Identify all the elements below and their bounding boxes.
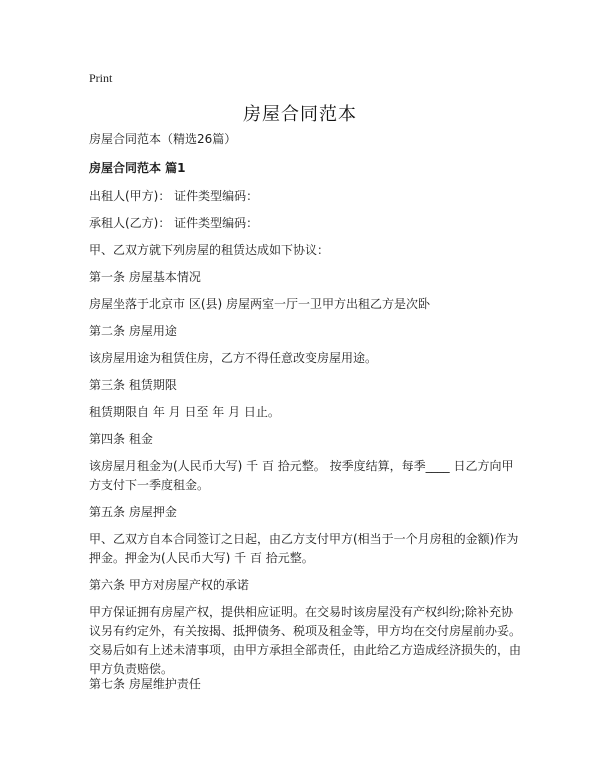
article-3-title: 第三条 租赁期限 (89, 378, 177, 392)
section-subheading: 房屋合同范本 篇1 (89, 161, 186, 175)
lessor-line: 出租人(甲方)： 证件类型编码： (89, 189, 259, 203)
article-3-body: 租赁期限自 年 月 日至 年 月 日止。 (89, 405, 280, 419)
article-5-body: 甲、乙双方自本合同签订之日起，由乙方支付甲方(相当于一个月房租的金额)作为押金。押金为(人民币大写) 千 百 拾元整。 (89, 532, 519, 565)
print-label: Print (89, 71, 113, 85)
article-6-body: 甲方保证拥有房屋产权，提供相应证明。在交易时该房屋没有产权纠纷;除补充协议另有约定外，有关按揭、抵押债务、税项及租金等，甲方均在交付房屋前办妥。交易后如有上述未清事项，由甲方承担全部责任，由此给乙方造成经济损失的，由甲方负责赔偿。 (89, 605, 522, 676)
page-title: 房屋合同范本 (243, 104, 357, 125)
article-2-body: 该房屋用途为租赁住房，乙方不得任意改变房屋用途。 (89, 351, 378, 365)
article-2-title: 第二条 房屋用途 (89, 324, 177, 338)
article-4-title: 第四条 租金 (89, 432, 153, 446)
article-1-title: 第一条 房屋基本情况 (89, 270, 201, 284)
article-1-body: 房屋坐落于北京市 区(县) 房屋两室一厅一卫甲方出租乙方是次卧 (89, 297, 430, 311)
agreement-line: 甲、乙双方就下列房屋的租赁达成如下协议： (89, 243, 330, 257)
intro-line: 房屋合同范本（精选26篇） (89, 132, 237, 146)
lessee-line: 承租人(乙方)： 证件类型编码： (89, 216, 259, 230)
article-4-body: 该房屋月租金为(人民币大写) 千 百 拾元整。 按季度结算，每季____ 日乙方向甲方支付下一季度租金。 (89, 459, 514, 492)
article-5-title: 第五条 房屋押金 (89, 505, 177, 519)
article-6-title: 第六条 甲方对房屋产权的承诺 (89, 578, 249, 592)
article-7-title: 第七条 房屋维护责任 (89, 677, 201, 691)
